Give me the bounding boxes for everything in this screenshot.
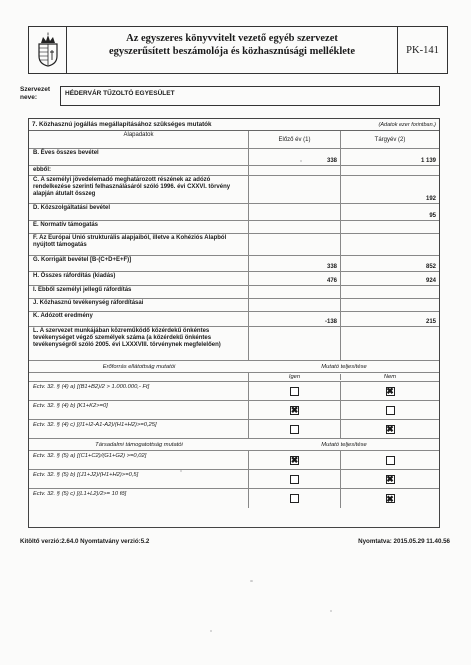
row-prev-value xyxy=(249,166,341,175)
row-prev-value: 338 xyxy=(249,256,341,271)
table-row xyxy=(29,149,439,166)
indicator-label: Ectv. 32. § (4) c) [(I1+I2-A1-A2)/(H1+H2)>=0,25] xyxy=(29,420,249,438)
row-prev-value: -138 xyxy=(249,312,341,326)
row-curr-value xyxy=(341,234,439,255)
row-label: J. Közhasznú tevékenység ráfordításai xyxy=(29,299,249,311)
yes-checkbox[interactable]: ✖ xyxy=(290,405,299,415)
row-label: F. Az Európai Unió strukturális alapjaiból, illetve a Kohéziós Alapból nyújtott támogatás xyxy=(29,234,249,255)
print-footer xyxy=(20,538,450,545)
yes-no-header xyxy=(29,373,439,382)
row-curr-value: 95 xyxy=(429,213,436,219)
social-indicator-row xyxy=(29,489,439,508)
column-header: Előző év (1) xyxy=(249,131,341,148)
row-prev-value xyxy=(249,286,341,298)
row-label: L. A szervezet munkájában közreműködő közérdekű önkéntes tevékenységet végző személyek száma (a közérdekű önkéntes tevékenységről szóló 2005. évi LXXXVIII. törvénynek megfelelően) xyxy=(29,327,249,360)
no-label: Nem xyxy=(383,374,397,380)
indicator-label: Ectv. 32. § (5) c) [(L1+L2)/2>= 10 fő] xyxy=(29,489,249,508)
table-header-row xyxy=(29,131,439,149)
org-label: Szervezet neve: xyxy=(20,86,50,101)
row-label: D. Közszolgáltatási bevétel xyxy=(29,204,249,220)
no-checkbox[interactable]: ✖ xyxy=(386,493,394,504)
social-result-title: Mutató teljesítése xyxy=(321,441,367,448)
social-indicator-row xyxy=(29,451,439,470)
section-header xyxy=(29,119,439,131)
column-header: Tárgyév (2) xyxy=(374,136,406,143)
form-title-line-2: egyszerűsített beszámolója és közhasznúsági melléklete xyxy=(108,46,356,57)
no-checkbox[interactable]: ✖ xyxy=(386,386,394,396)
resource-indicators-header xyxy=(29,361,439,373)
row-prev-value xyxy=(249,204,341,220)
row-prev-value xyxy=(249,221,341,233)
table-row xyxy=(29,204,439,221)
row-label: ebből: xyxy=(29,166,249,175)
yes-label: Igen xyxy=(249,374,341,380)
yes-checkbox[interactable] xyxy=(290,494,299,503)
row-curr-value xyxy=(341,286,439,298)
row-curr-value xyxy=(341,166,439,175)
resource-indicator-row xyxy=(29,382,439,401)
table-row xyxy=(29,312,439,327)
row-prev-value: 476 xyxy=(249,272,341,285)
scan-speck xyxy=(180,470,182,472)
resource-indicators-title: Erőforrás ellátottság mutatói xyxy=(102,363,176,370)
row-prev-value xyxy=(249,234,341,255)
row-curr-value xyxy=(341,327,439,360)
social-indicators-title: Társadalmi támogatottság mutatói xyxy=(95,441,183,448)
indicator-label: Ectv. 32. § (4) a) [(B1+B2)/2 > 1.000.000,- Ft] xyxy=(29,382,249,400)
yes-checkbox[interactable] xyxy=(290,425,299,434)
resource-indicator-row xyxy=(29,401,439,420)
table-row xyxy=(29,286,439,299)
no-checkbox[interactable]: ✖ xyxy=(386,424,394,434)
scan-speck xyxy=(300,160,302,162)
indicators-table xyxy=(28,118,440,528)
row-curr-value: 1 139 xyxy=(420,158,436,164)
indicator-label: Ectv. 32. § (5) b) [(J1+J2)/(H1+H2)>=0,5] xyxy=(29,470,249,488)
form-header xyxy=(28,26,448,74)
row-curr-value: 852 xyxy=(425,264,436,270)
no-checkbox[interactable]: ✖ xyxy=(386,474,394,484)
row-curr-value xyxy=(341,221,439,233)
row-label: I. Ebből személyi jellegű ráfordítás xyxy=(29,286,249,298)
social-indicators-header xyxy=(29,439,439,451)
yes-checkbox[interactable] xyxy=(290,475,299,484)
table-row xyxy=(29,299,439,312)
table-row xyxy=(29,234,439,256)
social-indicator-row xyxy=(29,470,439,489)
row-label: G. Korrigált bevétel [B-(C+D+E+F)] xyxy=(29,256,249,271)
table-row xyxy=(29,327,439,361)
row-label: C. A személyi jövedelemadó meghatározott részének az adózó rendelkezése szerinti felhasználásáról szóló 1996. évi CXXVI. törvény alapján átutalt összeg xyxy=(29,176,249,203)
section-title: 7. Közhasznú jogállás megállapításához szükséges mutatók xyxy=(32,121,212,128)
table-row xyxy=(29,166,439,176)
row-label: H. Összes ráfordítás (kiadás) xyxy=(29,272,249,285)
scan-speck xyxy=(330,610,332,612)
version-info: Kitöltő verzió:2.64.0 Nyomtatvány verzió:5.2 xyxy=(20,538,150,545)
row-prev-value: 338 xyxy=(249,149,341,165)
scan-speck xyxy=(210,630,212,632)
no-checkbox[interactable] xyxy=(386,406,395,415)
form-title-line-1: Az egyszeres könyvvitelt vezető egyéb szervezet xyxy=(126,33,338,44)
table-row xyxy=(29,176,439,204)
org-name-field: HÉDERVÁR TŰZOLTÓ EGYESÜLET xyxy=(60,86,440,106)
row-curr-value: 924 xyxy=(425,278,436,284)
table-row xyxy=(29,256,439,272)
row-curr-value: 192 xyxy=(425,196,436,202)
row-label: K. Adózott eredmény xyxy=(29,312,249,326)
scan-speck xyxy=(250,580,253,582)
yes-checkbox[interactable] xyxy=(290,387,299,396)
row-label: B. Éves összes bevétel xyxy=(29,149,249,165)
coat-of-arms-icon xyxy=(29,27,67,73)
row-prev-value xyxy=(249,299,341,311)
column-header: Alapadatok xyxy=(29,131,249,148)
table-row xyxy=(29,221,439,234)
form-code: PK-141 xyxy=(397,27,447,73)
indicator-label: Ectv. 32. § (5) a) [(C1+C2)/(G1+G2) >=0,02] xyxy=(29,451,249,469)
row-label: E. Normatív támogatás xyxy=(29,221,249,233)
print-timestamp: Nyomtatva: 2015.05.29 11.40.56 xyxy=(358,538,450,545)
resource-indicator-row xyxy=(29,420,439,439)
indicator-label: Ectv. 32. § (4) b) [K1+K2>=0] xyxy=(29,401,249,419)
row-curr-value xyxy=(341,299,439,311)
resource-result-title: Mutató teljesítése xyxy=(321,363,367,370)
row-curr-value: 215 xyxy=(425,319,436,325)
table-row xyxy=(29,272,439,286)
section-unit: (Adatok ezer forintban.) xyxy=(378,121,436,128)
yes-checkbox[interactable]: ✖ xyxy=(290,455,299,465)
form-title xyxy=(67,27,397,73)
row-prev-value xyxy=(249,176,341,203)
row-prev-value xyxy=(249,327,341,360)
no-checkbox[interactable] xyxy=(386,456,395,465)
